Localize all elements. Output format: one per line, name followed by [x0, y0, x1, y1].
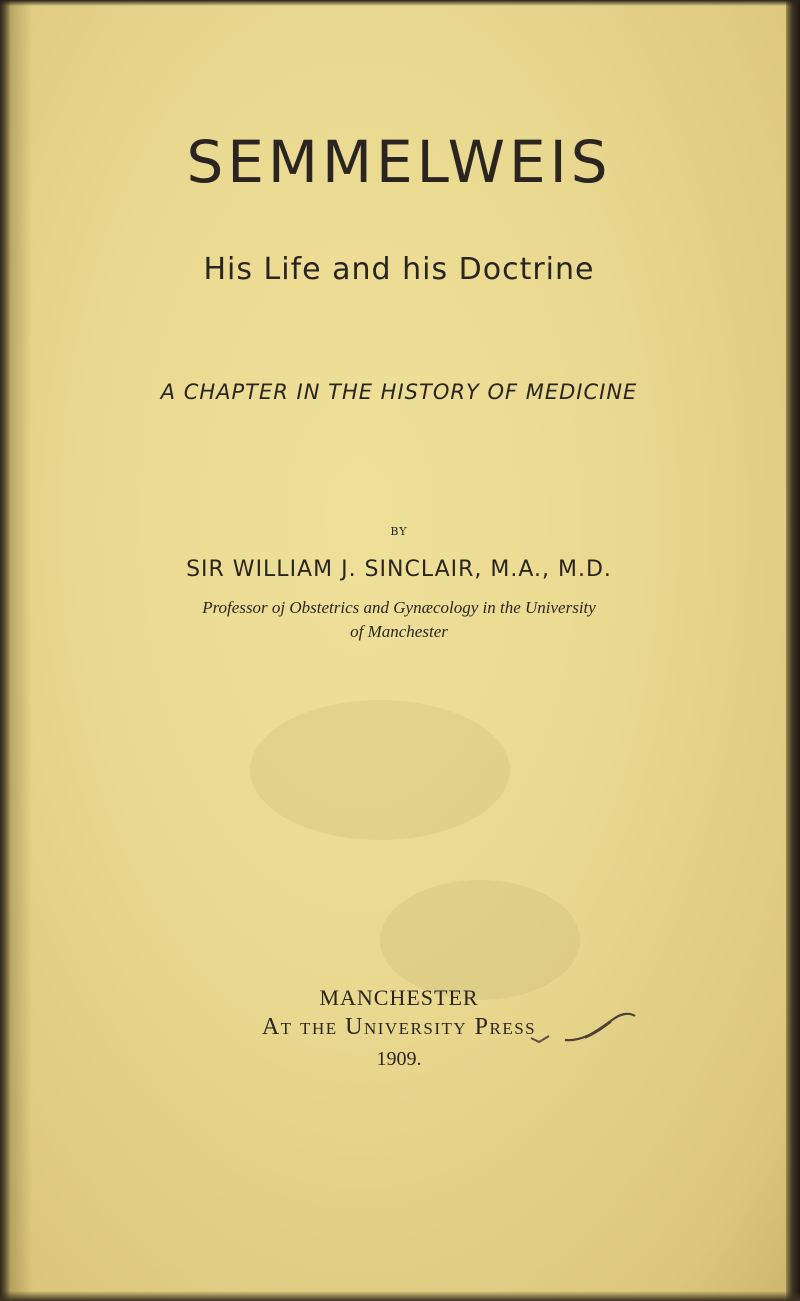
author-name: SIR WILLIAM J. SINCLAIR, M.A., M.D. [186, 557, 612, 582]
author-affiliation-line2: of Manchester [350, 622, 448, 641]
imprint-publisher: At the University Press [261, 1014, 537, 1040]
by-line: BY [390, 525, 408, 538]
book-title: SEMMELWEIS [186, 128, 612, 196]
author-affiliation-line1: Professor oj Obstetrics and Gynæcology in the University [202, 598, 596, 617]
pencil-mark-icon [525, 1008, 645, 1048]
paper-stain [250, 700, 510, 840]
book-chapter-line: A CHAPTER IN THE HISTORY OF MEDICINE [160, 380, 638, 404]
page-edge-top [0, 0, 800, 6]
paper-stain [380, 880, 580, 1000]
binding-edge-left [0, 0, 10, 1301]
binding-edge-right [786, 0, 800, 1301]
imprint-year: 1909. [376, 1048, 422, 1070]
imprint-city: MANCHESTER [319, 985, 479, 1010]
book-subtitle: His Life and his Doctrine [203, 252, 595, 287]
page-edge-bottom [0, 1291, 800, 1301]
